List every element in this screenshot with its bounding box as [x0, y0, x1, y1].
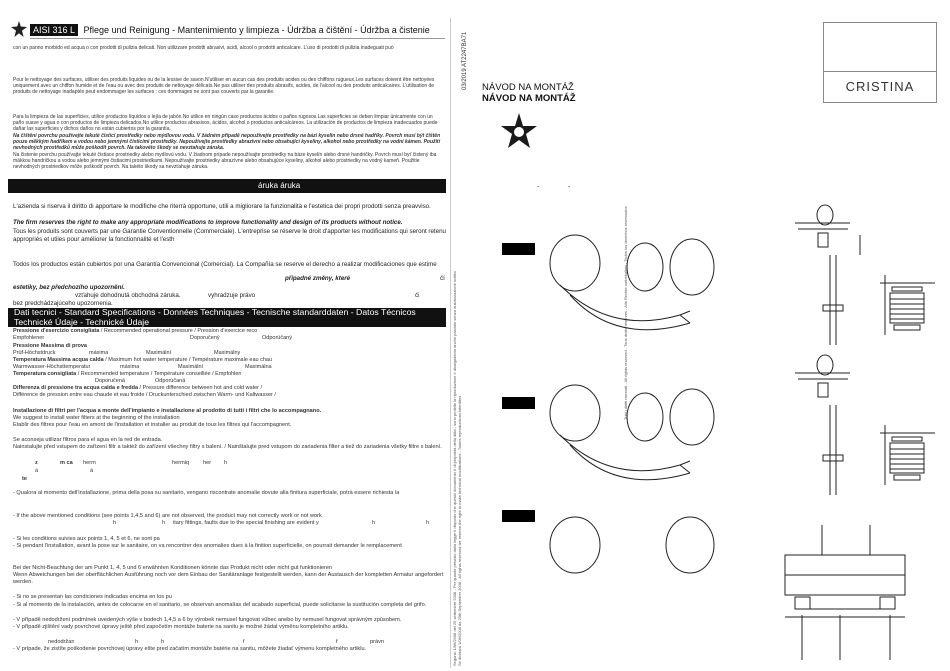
filters-frag-6: h	[224, 460, 228, 466]
note-11: - V případě zjištění vady povrchové úpravy ještě před započetím montáže baterie na sanitu je možné žádat výměnu kompletního artiklu.	[13, 624, 349, 630]
faucet-drawings	[540, 195, 945, 665]
note-8: - Si no se presentan las condiciones indicadas encima en los pu	[13, 594, 172, 600]
product-name: CRISTINA	[845, 79, 915, 94]
care-paragraph-it: con un panno morbido ed acqua o con prodotti di pulizia delicati. Non utilizzare prodotti abrasivi, acidi, alcool o prodotti anticalcare. L'uso di prodotti di pulizia inadeguati può	[13, 45, 394, 51]
material-badge: AISI 316 L	[30, 24, 78, 36]
warranty-cz-b: estetiky, bez předchozího upozornění.	[13, 284, 125, 291]
tech-line-9: Differenza di pressione tra acqua calda e fredda / Pressure difference between hot and cold water /	[13, 385, 263, 391]
filters-it: Installazione di filtri per l'acqua a monte dell'impianto e installazione al prodotto di tutti i filtri che lo accompagnano.	[13, 408, 322, 414]
tech-line-5: Temperatura Massima acqua calda / Maximum hot water temperature / Température maximale eau chau	[13, 357, 273, 363]
faucet-drawing-2	[550, 355, 935, 495]
filters-es: Se aconseja utilizar filtros para el agua en la red de entrada.	[13, 437, 163, 443]
note-12b: h	[135, 639, 139, 645]
faucet-drawing-1	[550, 205, 935, 345]
tech-line-4c: Maximální	[146, 350, 172, 356]
note-10: - V případě nedodržení podmínek uvedených výše v bodech 1,4,5 a 6 by výrobek nemusel fungovat vůbec anebo by nemusel fungovat správným způsobem.	[13, 617, 402, 623]
warranty-sk-d: bez predchádzajúceho upozornenia.	[13, 300, 113, 307]
tech-line-10: Différence de pression entre eau chaude et eau froide / Druckunterschied zwischen Warm- und Kaltwasser /	[13, 392, 276, 398]
note-12f: právn	[370, 639, 384, 645]
care-paragraph-es: Para la limpieza de las superficies, utilice productos líquidos o lejía de jabón.No utilice en ningún caso productos ácidos o paños rugosos.Las superficies se deben limpiar únicamente con un paño suave y agua o con productos de limpieza delicados.No utilice productos abrasivos, ácidos, alcohol o productos anticalcáreos. La utilización de productos de limpieza inadecuados puede dañar las superficies y dichos daños no están cubiertos por la garantía.	[13, 114, 438, 133]
faucet-drawing-3	[550, 517, 905, 660]
dash-a: -	[537, 184, 540, 191]
step-tab-3	[502, 510, 535, 522]
tech-bar-line-2: Technické Údaje - Technické Údaje	[14, 316, 150, 327]
tech-bar-line-1: Dati tecnici - Standard Specifications - Données Techniques - Tecnische standarddaten - Datos Técnicos	[14, 308, 416, 317]
note-3b: h	[162, 520, 166, 526]
note-3d: h	[372, 520, 376, 526]
tech-line-6d: Maximálna	[245, 364, 272, 370]
filters-frag-3: herm	[83, 460, 96, 466]
warranty-es: Todos los productos están cubiertos por una Garantía Convencional (Comercial). La Compañía se reserve el derecho a realizar modificaciones que estime	[13, 261, 437, 268]
tech-line-4d: Maximálny	[214, 350, 241, 356]
tech-line-2a: Empfohlener	[13, 335, 45, 341]
mount-title-2: NÁVOD NA MONTÁŽ	[482, 93, 576, 104]
product-box	[823, 22, 937, 103]
warranty-fr: Tous les produits sont couverts par une Garantie Conventionnelle (Commerciale). L'entreprise se réserve le droit d'apporter les modifications qui seront retenu appropriés et utiles pour améliorer la fonctionnalité et l'esth	[13, 228, 446, 243]
tech-data-bar	[8, 308, 446, 327]
care-paragraph-sk: Na čistenie povrchu používajte tekuté čistiace prostriedky alebo mydlovú vodu. V žiadnom prípade nepoužívajte prostriedky na báze kyselín alebo drsné handričky. Povrch musí byť čistený iba mäkkou handričkou a vodou alebo jemnými čistiacimi prostriedkami. Nepoužívajte prostriedky abrazívne alebo obsahujúce kyseliny, alkohol alebo prostriedky na vodný kameň. Použitie nevhodných prostriedkov môže poškodiť povrch. Na takéto škody sa nevzťahuje záruka.	[13, 152, 437, 171]
note-12d: f	[243, 639, 245, 645]
tech-line-6b: máxima	[120, 364, 140, 370]
dash-b: -	[568, 184, 571, 191]
note-12e: f	[336, 639, 338, 645]
note-12c: h	[161, 639, 165, 645]
note-12a: nedodržan	[48, 639, 75, 645]
note-3a: h	[113, 520, 117, 526]
divider-fine-print-2: Se dichiara 1/06/2008 da 25th September 2008 - All rights reserved we reserve the right to make technical modifications - Toutes reproductions interdites	[457, 395, 462, 666]
care-paragraph-fr: Pour le nettoyage des surfaces, utiliser des produits liquides ou de la lessive de savon.N'utiliser en aucun cas des produits acides ou des chiffons rugueux.Les surfaces doivent être nettoyées uniquement avec un chiffon humide et de l'eau ou avec des produits de nettoyage délicats.Ne pas utiliser des produits abrasifs, acides, de l'alcool ou des produits anticalcaires. L'utilisation de produits de nettoyage inadaptés peut endommager les surfaces : ces dommages ne sont pas couverts par la garantie.	[13, 77, 435, 96]
tech-line-6c: Maximální	[178, 364, 204, 370]
cartridge-1	[880, 275, 935, 335]
warranty-bar-label: áruka áruka	[258, 181, 301, 190]
tech-line-6a: Warmwasser-Höchsttemperatur	[13, 364, 91, 370]
header-underline	[30, 38, 445, 39]
mount-title-1: NÁVOD NA MONTÁŽ	[482, 82, 574, 93]
note-5: - Si pendant l'installation, avant la pose sur le sanitaire, on va rencontrer des anomalies dues à la finition superficielle, on pourrait demander le remplacement	[13, 543, 402, 549]
warranty-sk-a: vzťahuje dohodnutá obchodná záruka.	[75, 292, 181, 299]
page-divider	[450, 18, 451, 668]
tech-line-2b: Doporučený	[190, 335, 220, 341]
note-3c: itary fittings, faults due to the special finishing are evident y	[173, 520, 319, 526]
note-3e: h	[426, 520, 430, 526]
note-9: - Si al momento de la instalación, antes de colocarse en el sanitario, se observan anomalías del acabado superficial, puede solicitarse la sustitución completa del grifo.	[13, 602, 427, 608]
warranty-sk-b: vyhradzuje právo	[208, 292, 256, 299]
step-tab-1	[502, 243, 535, 255]
product-box-rule	[824, 71, 936, 72]
filters-frag-7: á	[35, 468, 39, 474]
document-code: 03/2019 AT2247BA71	[462, 31, 468, 90]
right-fine-print: Tutti i diritti riservati - All rights reserved - Tous droits réservés - Alle Rechte vorbehalten - Todos los derechos reservados	[623, 206, 628, 420]
tech-line-1: Pressione d'esercizio consigliata / Recommended operational pressure / Pression d'exercice reco	[13, 328, 258, 334]
warranty-it: L'azienda si riserva il diritto di apportare le modifiche che riterrà opportune, utili a migliorare la funzionalità e l'estetica dei propri prodotti senza preavviso.	[13, 203, 431, 210]
filters-cz: Nainstalujte před vstupem do zařízení filtr a taktéž do zařízení všechny filtry s balení. / Nainštalujte pred vstupom do zariadenia filter a tiež do zariadenia všetky filtre s balení.	[13, 444, 442, 450]
care-paragraph-cz: Na čištění povrchu používejte tekuté čisticí prostředky nebo mýdlovou vodu. V žádném případě nepoužívejte prostředky na bázi kyselin nebo drsné hadříky. Povrch musí být čištěn pouze měkkým hadříkem a vodou nebo jemnými čisticími prostředky. Nepoužívejte prostředky abrazivní nebo obsahující kyseliny, alkohol nebo prostředky na vodní kámen. Použití nevhodných prostředků může poškodit povrch. Na takovéto škody se nevztahuje záruka.	[13, 133, 441, 152]
divider-fine-print: Segunic 1/06/2008 del 25 settembre 2008 - Per quanto previsto dalla legge è disposto che questo documento è di proprietà della ditta - sono proibite la riproduzione e divulgazione anche parziale senza autorizzazione scritta	[452, 271, 457, 666]
page-header	[30, 24, 430, 36]
filters-frag-4: hermiq	[172, 460, 190, 466]
warranty-bar	[8, 179, 446, 193]
tech-line-4b: máxima	[89, 350, 109, 356]
filters-en: We suggest to install water filters at the beginning of the installation	[13, 415, 180, 421]
filters-frag-8: á	[90, 468, 94, 474]
step-tab-2	[502, 397, 535, 409]
warranty-cz-a-end: čí	[440, 275, 445, 282]
care-title: Pflege und Reinigung - Mantenimiento y limpieza - Údržba a čištění - Údržba a čistenie	[83, 25, 430, 35]
note-6: Bei der Nicht-Beachtung der am Punkt 1, 4, 5 und 6 erwähnten Konditionen könnte das Produkt nicht oder nicht gut funktionieren	[13, 565, 333, 571]
cartridge-2	[880, 425, 935, 485]
warranty-cz-a: připadné změny, které	[285, 275, 351, 282]
tech-line-8b: Odporúčaná	[155, 378, 186, 384]
note-7: Wenn Abweichungen bei der oberflächlichen Ausführung noch vor dem Einbau der Sanitäranlage festgestellt werden, kann der Austausch der kompletten Armatur angefordert werden.	[13, 572, 444, 585]
tech-line-2c: Odporúčaný	[262, 335, 292, 341]
note-4: - Si les conditions suivies aux points 1, 4, 5 et 6, ne sont pa	[13, 536, 160, 542]
filters-frag-2: m ca	[60, 460, 73, 466]
tech-line-3: Pressione Massima di prova	[13, 343, 87, 349]
star-logo-icon	[11, 21, 27, 37]
note-1: - Qualora al momento dell'installazione, prima della posa su sanitario, vengano riscontrate anomalie dovute alla finitura superficiale, potrà essere richiesta la	[13, 490, 400, 496]
note-2: - If the above mentioned conditions (see points 1,4,5 and 6) are not observed, the product may not correctly work or not work	[13, 513, 322, 519]
tech-line-8a: Doporučená	[95, 378, 125, 384]
brand-star-icon	[501, 113, 537, 151]
filters-frag-5: her	[203, 460, 212, 466]
note-13: - V prípade, že zistíte poškodenie povrchovej úpravy ešte pred začatím montáže batérie na sanitu, môžete žiadať výmenu kompletného artiklu.	[13, 646, 367, 652]
tech-line-7: Temperatura consigliata / Recommended temperature / Température conseillée / Empfohlen	[13, 371, 242, 377]
tech-line-4a: Prüf-Höchstdruck	[13, 350, 56, 356]
warranty-sk-c: či	[415, 292, 420, 299]
warranty-en: The firm reserves the right to make any appropriate modifications to improve functionality and design of its products without notice.	[13, 219, 403, 226]
filters-frag-1: z	[35, 460, 38, 466]
filters-fr: Etablir des filtres pour l'eau en amont de l'installation et installer au produit de tous les filtres qui l'accompagnent.	[13, 422, 292, 428]
filters-frag-9: te	[22, 476, 27, 482]
